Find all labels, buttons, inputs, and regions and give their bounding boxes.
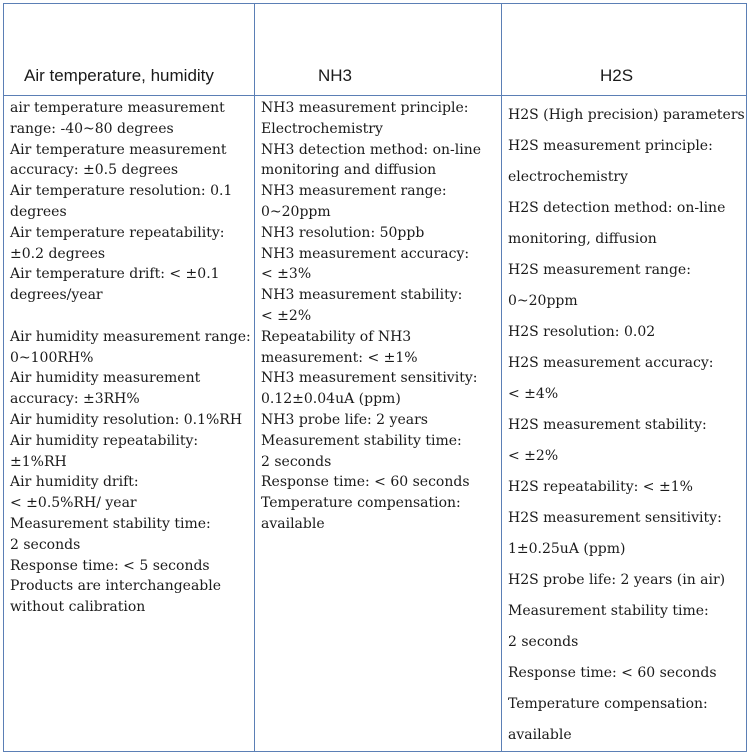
spec-line: 0~100RH%	[10, 349, 94, 366]
spec-line: Response time: < 5 seconds	[10, 557, 210, 574]
spec-line: Air humidity measurement	[10, 370, 201, 387]
spec-line: 0.12±0.04uA (ppm)	[261, 391, 401, 408]
spec-line: H2S measurement stability:	[508, 417, 707, 433]
spec-line: H2S measurement accuracy:	[508, 355, 714, 371]
spec-line: Measurement stability time:	[508, 603, 709, 619]
spec-line: NH3 measurement range:	[261, 183, 447, 200]
spec-line: NH3 measurement sensitivity:	[261, 370, 478, 387]
spec-line: available	[261, 515, 325, 532]
content-row	[4, 96, 747, 752]
spec-line: NH3 detection method: on-line	[261, 141, 482, 158]
spec-line: 2 seconds	[508, 634, 579, 650]
spec-line: Air temperature repeatability:	[10, 224, 225, 241]
spec-line: H2S (High precision) parameters	[508, 107, 745, 123]
spec-line: NH3 probe life: 2 years	[261, 411, 428, 428]
spec-line: Air temperature drift: < ±0.1	[10, 266, 220, 283]
spec-line: Products are interchangeable	[10, 578, 222, 595]
header-nh3: NH3	[255, 4, 502, 96]
spec-line: Electrochemistry	[261, 120, 383, 137]
spec-line: H2S measurement principle:	[508, 138, 713, 154]
spec-line: Repeatability of NH3	[261, 328, 412, 345]
spec-line: NH3 measurement principle:	[261, 100, 469, 116]
spec-line: without calibration	[10, 599, 146, 616]
spec-line: 0~20ppm	[261, 203, 331, 220]
spec-line: measurement: < ±1%	[261, 349, 418, 366]
spec-line: H2S detection method: on-line	[508, 200, 726, 216]
spec-line: degrees/year	[10, 287, 103, 304]
spec-line: air temperature measurement	[10, 100, 225, 116]
blank-line	[10, 306, 250, 327]
spec-line: Measurement stability time:	[10, 515, 211, 532]
spec-line: < ±2%	[261, 307, 312, 324]
spec-line: ±1%RH	[10, 453, 67, 470]
spec-line: Measurement stability time:	[261, 432, 462, 449]
spec-line: Response time: < 60 seconds	[261, 474, 470, 491]
spec-line: monitoring and diffusion	[261, 162, 437, 179]
spec-line: degrees	[10, 203, 67, 220]
spec-line: Temperature compensation:	[508, 696, 708, 712]
h2s-specs	[502, 96, 747, 752]
spec-line: Air humidity resolution: 0.1%RH	[10, 411, 243, 428]
spec-line: H2S measurement range:	[508, 262, 691, 278]
header-air-temperature-humidity: Air temperature, humidity	[4, 4, 255, 96]
spec-line: H2S resolution: 0.02	[508, 324, 656, 340]
spec-line: H2S measurement sensitivity:	[508, 510, 722, 526]
spec-line: range: -40~80 degrees	[10, 120, 174, 137]
spec-line: < ±2%	[508, 448, 559, 464]
spec-line: 0~20ppm	[508, 293, 578, 309]
spec-line: Air temperature measurement	[10, 141, 227, 158]
nh3-specs	[255, 96, 502, 752]
spec-line: NH3 resolution: 50ppb	[261, 224, 425, 241]
spec-line: monitoring, diffusion	[508, 231, 657, 247]
spec-line: 2 seconds	[261, 453, 332, 470]
spec-line: H2S probe life: 2 years (in air)	[508, 572, 726, 588]
spec-line: < ±0.5%RH/ year	[10, 495, 137, 512]
spec-table	[3, 3, 747, 752]
spec-line: H2S repeatability: < ±1%	[508, 479, 693, 495]
air-temperature-humidity-specs	[4, 96, 255, 752]
spec-line: NH3 measurement stability:	[261, 287, 463, 304]
spec-line: Temperature compensation:	[261, 495, 461, 512]
spec-line: 2 seconds	[10, 536, 81, 553]
header-row	[4, 4, 747, 96]
spec-line: Air temperature resolution: 0.1	[10, 183, 233, 200]
spec-line: ±0.2 degrees	[10, 245, 106, 262]
spec-line: < ±4%	[508, 386, 559, 402]
spec-line: accuracy: ±0.5 degrees	[10, 162, 179, 179]
spec-line: accuracy: ±3RH%	[10, 391, 140, 408]
spec-line: Air humidity measurement range:	[10, 328, 251, 345]
header-h2s: H2S	[502, 4, 747, 96]
spec-line: 1±0.25uA (ppm)	[508, 541, 626, 557]
spec-line: Air humidity drift:	[10, 474, 139, 491]
spec-line: Air humidity repeatability:	[10, 432, 199, 449]
spec-line: < ±3%	[261, 266, 312, 283]
spec-line: Response time: < 60 seconds	[508, 665, 717, 681]
spec-line: electrochemistry	[508, 169, 628, 185]
spec-line: NH3 measurement accuracy:	[261, 245, 470, 262]
spec-line: available	[508, 727, 572, 743]
